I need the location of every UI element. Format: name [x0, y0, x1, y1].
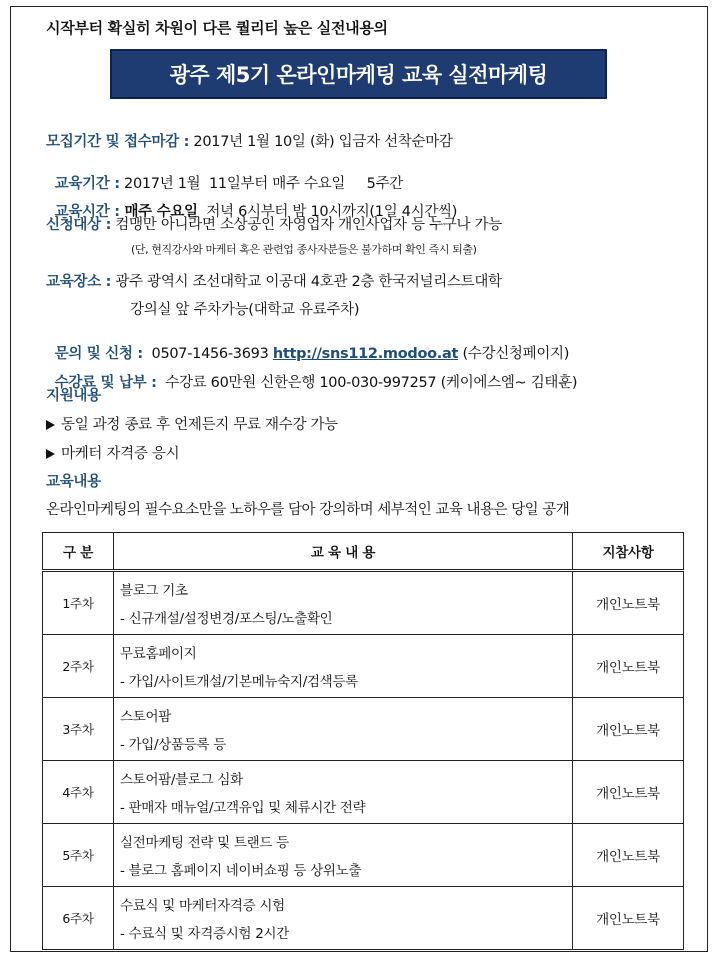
week-cell: 4주차: [43, 761, 114, 824]
content-detail: - 블로그 홈페이지 네이버쇼핑 등 상위노출: [120, 863, 362, 879]
content-title: 수료식 및 마케터자격증 시험: [120, 898, 285, 914]
prep-cell: 개인노트북: [573, 761, 684, 824]
support-item: [46, 413, 338, 434]
content-cell: [114, 635, 573, 698]
fee-label: 수강료 및 납부 :: [54, 375, 157, 391]
table-row: [43, 824, 684, 887]
pointer-triangle-icon: [46, 420, 55, 430]
content-title: 무료홈페이지: [120, 646, 197, 662]
prep-cell: 개인노트북: [573, 887, 684, 950]
support-heading: 지원내용: [46, 388, 101, 404]
period-label: 교육기간 :: [54, 176, 120, 192]
support-item-text: 동일 과정 종료 후 언제든지 무료 재수강 가능: [61, 417, 338, 433]
table-row: [43, 887, 684, 950]
time-label: 교육시간 :: [54, 204, 120, 220]
content-cell: [114, 698, 573, 761]
content-title: 스토어팜: [120, 709, 171, 725]
contact-suffix: (수강신청페이지): [458, 346, 570, 362]
curriculum-summary: 온라인마케팅의 필수요소만을 노하우를 담아 강의하며 세부적인 교육 내용은 당일 공개: [46, 502, 570, 518]
week-cell: 2주차: [43, 635, 114, 698]
target-note: (단, 현직강사와 마케터 혹은 관련업 종사자분들은 불가하며 확인 즉시 퇴출): [131, 243, 477, 256]
time-value-day: 매주 수요일: [119, 204, 198, 220]
content-detail: - 수료식 및 자격증시험 2시간: [120, 926, 289, 942]
curriculum-heading: 교육내용: [46, 474, 101, 490]
fee-line: [46, 355, 577, 392]
target-label: 신청대상 :: [46, 217, 112, 233]
content-cell: [114, 887, 573, 950]
content-detail: - 신규개설/설정변경/포스팅/노출확인: [120, 611, 333, 627]
recruit-value: 2017년 1월 10일 (화) 입금자 선착순마감: [189, 134, 453, 150]
recruit-label: 모집기간 및 접수마감 :: [46, 134, 190, 150]
curriculum-table: [42, 532, 684, 950]
contact-phone: 0507-1456-3693: [142, 346, 273, 362]
target-line: [46, 213, 502, 234]
signup-link[interactable]: http://sns112.modoo.at: [272, 346, 459, 362]
week-cell: 3주차: [43, 698, 114, 761]
place-value: 광주 광역시 조선대학교 이공대 4호관 2층 한국저널리스트대학: [111, 274, 502, 290]
period-value: 2017년 1월 11일부터 매주 수요일 5주간: [119, 176, 403, 192]
content-title: 블로그 기초: [120, 583, 188, 599]
support-item: [46, 442, 179, 463]
column-header-content: 교 육 내 용: [114, 533, 573, 571]
prep-cell: 개인노트북: [573, 571, 684, 635]
support-item-text: 마케터 자격증 응시: [61, 446, 180, 462]
prep-cell: 개인노트북: [573, 635, 684, 698]
prep-cell: 개인노트북: [573, 824, 684, 887]
content-detail: - 가입/사이트개설/기본메뉴숙지/검색등록: [120, 674, 358, 690]
column-header-prep: 지참사항: [573, 533, 684, 571]
table-row: [43, 571, 684, 635]
place-line-2: 강의실 앞 주차가능(대학교 유료주차): [130, 302, 360, 318]
place-line: [46, 270, 502, 291]
content-title: 실전마케팅 전략 및 트랜드 등: [120, 835, 289, 851]
table-row: [43, 761, 684, 824]
pointer-triangle-icon: [46, 449, 55, 459]
fee-value: 수강료 60만원 신한은행 100-030-997257 (케이에스엠~ 김태훈): [156, 375, 578, 391]
banner-title: 광주 제5기 온라인마케팅 교육 실전마케팅: [110, 49, 607, 99]
table-row: [43, 698, 684, 761]
week-cell: 6주차: [43, 887, 114, 950]
recruit-line: [46, 130, 453, 151]
contact-label: 문의 및 신청 :: [54, 346, 143, 362]
prep-cell: 개인노트북: [573, 698, 684, 761]
content-detail: - 가입/상품등록 등: [120, 737, 226, 753]
time-value-hours: 저녁 6시부터 밤 10시까지(1일 4시간씩): [197, 204, 458, 220]
content-detail: - 판매자 매뉴얼/고객유입 및 체류시간 전략: [120, 800, 366, 816]
table-row: [43, 635, 684, 698]
target-value: 컴맹만 아니라면 소상공인 자영업자 개인사업자 등 누구나 가능: [111, 217, 502, 233]
week-cell: 1주차: [43, 571, 114, 635]
tagline: 시작부터 확실히 차원이 다른 퀄리티 높은 실전내용의: [46, 19, 388, 37]
table-header-row: [43, 533, 684, 571]
content-cell: [114, 824, 573, 887]
column-header-week: 구 분: [43, 533, 114, 571]
week-cell: 5주차: [43, 824, 114, 887]
content-title: 스토어팜/블로그 심화: [120, 772, 243, 788]
content-cell: [114, 571, 573, 635]
place-label: 교육장소 :: [46, 274, 112, 290]
content-cell: [114, 761, 573, 824]
